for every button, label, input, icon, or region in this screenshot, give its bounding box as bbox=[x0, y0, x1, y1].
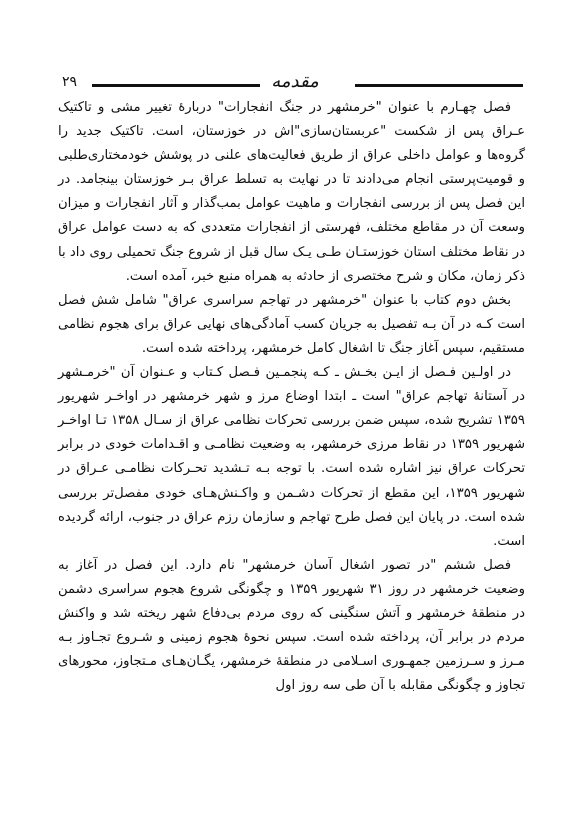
running-title: مقدمه bbox=[271, 71, 319, 92]
paragraph-chapter-four: فصل چهـارم با عنوان "خرمشهر در جنگ انفجارات" دربارهٔ تغییر مشی و تاکتیک عـراق پس از شکست "عربستان‌سازی"اش در خوزستان، است. تاکتیک جدید را گروه‌ها و عوامل داخلی عراق از طریق فعالیت‌های علنی در پوشش خودمختاری‌طلبی و قومیت‌پرستی انجام می‌دادند تا در نهایت به تسلط عراق بـر خوزستان بینجامد. در این فصل پس از بررسی انفجارات و ماهیت عوامل بمب‌گذار و آثار انفجارات و میزان وسعت آن در مقاطع مختلف، فهرستی از انفجارات متعددی که به دست عوامل عراق در نقاط مختلف استان خوزستـان طـی یـک سال قبل از شروع جنگ تحمیلی روی داد با ذکر زمان، مکان و شرح مختصری از حادثه به همراه منبع خبر، آمده است. bbox=[57, 100, 525, 284]
header-rule-left bbox=[92, 84, 260, 87]
paragraph-chapter-five: در اولـین فـصل از ایـن بخـش ـ کـه پنجمـین فـصل کـتاب و عـنوان آن "خرمـشهر در آستانهٔ تهاجم عراق" است ـ ابتدا اوضاع مرز و شهر خرمشهر در اواخـر شهریور ۱۳۵۹ تشریح شده، سپس ضمن بررسی تحرکات نظامی عراق از سـال ۱۳۵۸ تـا اواخـر شهریور ۱۳۵۹ در نقاط مرزی خرمشهر، به وضعیت نظامـی و اقـدامات خودی در برابر تحرکات عراق نیز اشاره شده است. با توجه بـه تـشدید تحـرکات نظامـی عـراق در شهریور ۱۳۵۹، این مقطع از تحرکات دشـمن و واکـنش‌هـای خودی مفصل‌تر بررسی شده است. در پایان این فصل طرح تهاجم و سازمان رزم عراق در جنوب، ارائه گردیده است. bbox=[58, 365, 526, 549]
paragraph-part-two: بخش دوم کتاب با عنوان "خرمشهر در تهاجم سراسری عراق" شامل شش فصل است کـه در آن بـه تفصیل به جریان کسب آمادگی‌های نهایی عراق برای هجوم نظامی مستقیم، سپس آغاز جنگ تا اشغال کامل خرمشهر، پرداخته شده است. bbox=[58, 292, 525, 356]
page-header bbox=[58, 72, 523, 96]
paragraph-chapter-six: فصل ششم "در تصور اشغال آسان خرمشهر" نام دارد. این فصل در آغاز به وضعیت خرمشهر در روز ۳۱ شهریور ۱۳۵۹ و چگونگی شروع هجوم سراسری دشمن در منطقهٔ خرمشهر و آتش سنگینی که روی مردم بی‌دفاع شهر ریخته شد و واکنش مردم در برابر آن، پرداخته شده است. سپس نحوهٔ هجوم زمینی و شـروع تجـاوز بـه مـرز و سـرزمین جمهـوری اسـلامی در منطقهٔ خرمشهر، یگـان‌هـای مـتجاوز، محورهای تجاوز و چگونگی مقابله با آن طی سه روز اول bbox=[58, 557, 525, 694]
body-text bbox=[58, 96, 525, 698]
page-number: ۲۹ bbox=[62, 74, 78, 90]
header-rule-right bbox=[355, 84, 523, 87]
